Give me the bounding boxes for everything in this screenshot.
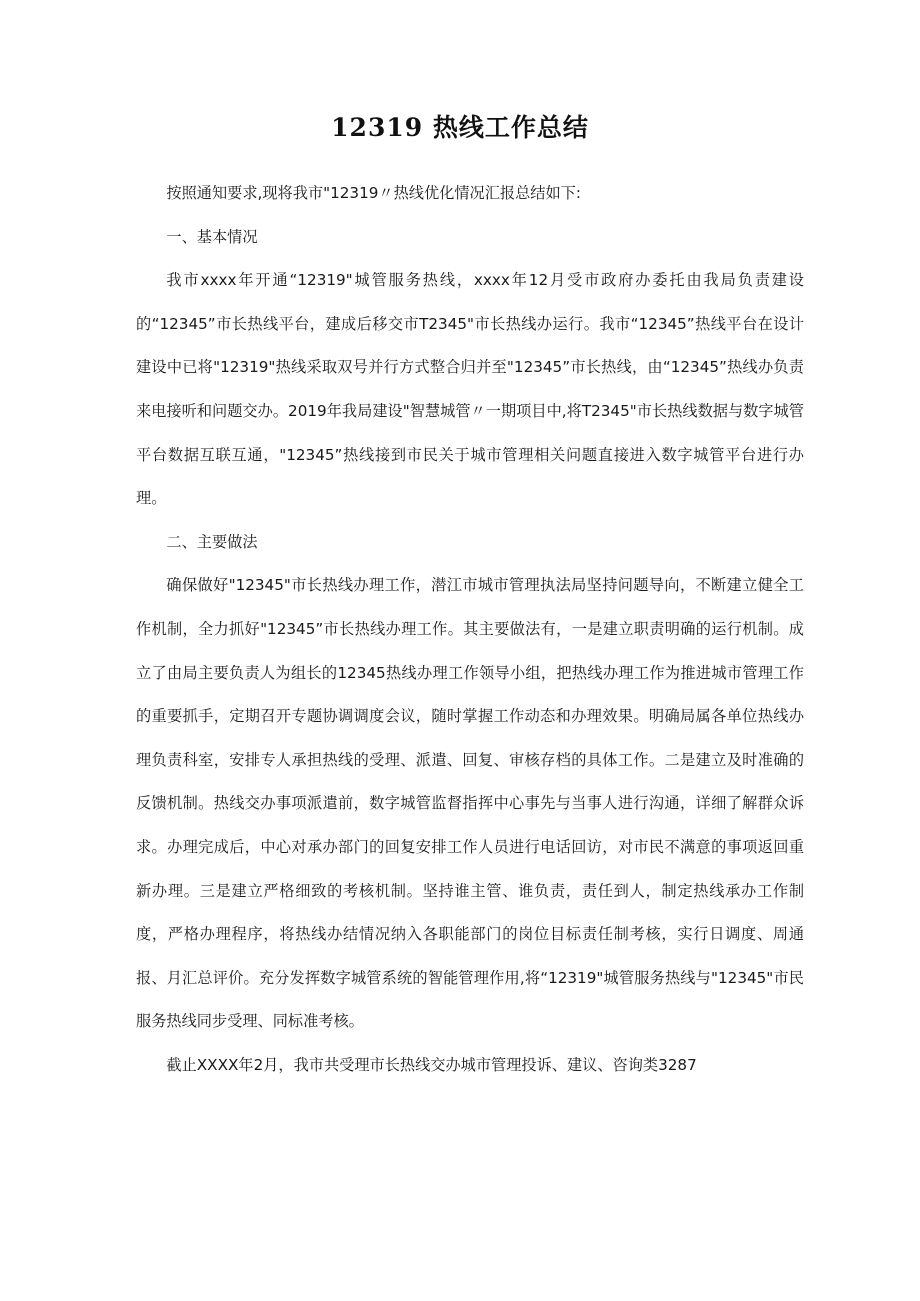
basic-situation-paragraph: 我市xxxx年开通“12319"城管服务热线，xxxx年12月受市政府办委托由我局负责建设的“12345”市长热线平台，建成后移交市T2345"市长热线办运行。我市“12345”热线平台在设计建设中已将"12319"热线采取双号并行方式整合归并至"12345”市长热线，由“12345”热线办负责来电接听和问题交办。2019年我局建设"智慧城管〃一期项目中,将T2345"市长热线数据与数字城管平台数据互联互通，"12345”热线接到市民关于城市管理相关问题直接进入数字城管平台进行办理。 [136, 271, 804, 508]
intro-paragraph: 按照通知要求,现将我市"12319〃热线优化情况汇报总结如下: [166, 184, 581, 202]
section-heading-main-practices: 二、主要做法 [166, 532, 258, 551]
document-body [136, 172, 804, 1087]
document-title: 12319 热线工作总结 [331, 113, 589, 142]
section-heading-basic-situation: 一、基本情况 [166, 227, 258, 246]
statistics-paragraph: 截止XXXX年2月，我市共受理市长热线交办城市管理投诉、建议、咨询类3287 [166, 1055, 697, 1074]
main-practices-paragraph: 确保做好"12345"市长热线办理工作，潜江市城市管理执法局坚持问题导向，不断建立健全工作机制，全力抓好"12345”市长热线办理工作。其主要做法有，一是建立职责明确的运行机制。成立了由局主要负责人为组长的12345热线办理工作领导小组，把热线办理工作为推进城市管理工作的重要抓手，定期召开专题协调调度会议，随时掌握工作动态和办理效果。明确局属各单位热线办理负责科室，安排专人承担热线的受理、派遣、回复、审核存档的具体工作。二是建立及时准确的反馈机制。热线交办事项派遣前，数字城管监督指挥中心事先与当事人进行沟通，详细了解群众诉求。办理完成后，中心对承办部门的回复安排工作人员进行电话回访，对市民不满意的事项返回重新办理。三是建立严格细致的考核机制。坚持谁主管、谁负责，责任到人，制定热线承办工作制度，严格办理程序，将热线办结情况纳入各职能部门的岗位目标责任制考核，实行日调度、周通报、月汇总评价。充分发挥数字城管系统的智能管理作用,将“12319"城管服务热线与"12345"市民服务热线同步受理、同标准考核。 [136, 576, 804, 1031]
